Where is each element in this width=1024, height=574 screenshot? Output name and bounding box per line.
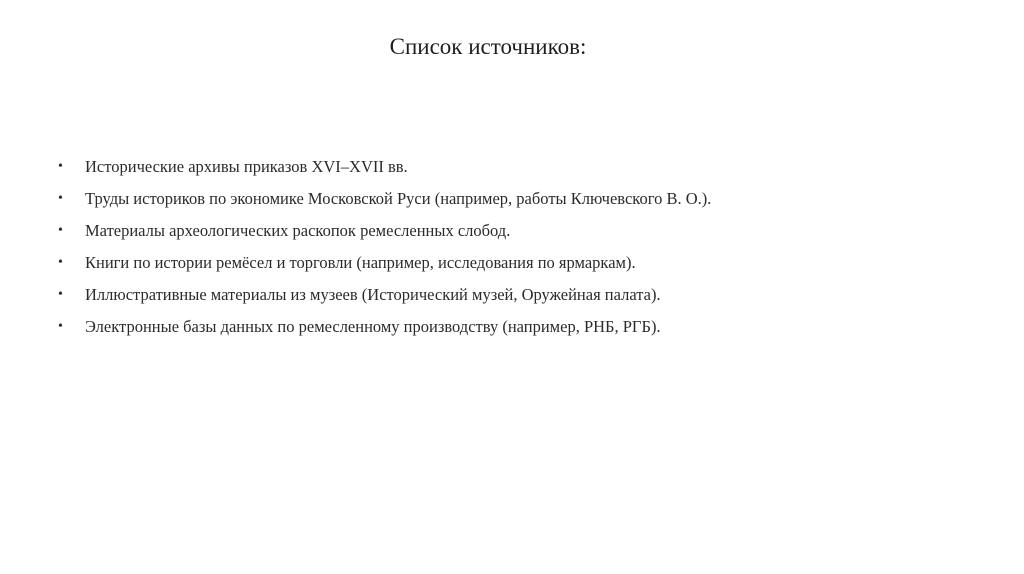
bullet-icon: • (58, 159, 63, 174)
slide-title: Список источников: (389, 34, 587, 59)
list-item-text: Электронные базы данных по ремесленному производству (например, РНБ, РГБ). (85, 317, 661, 336)
bullet-icon: • (58, 287, 63, 302)
list-item-text: Материалы археологических раскопок ремесленных слобод. (85, 221, 511, 240)
sources-list (58, 151, 978, 343)
list-item (58, 215, 978, 247)
list-item (58, 247, 978, 279)
list-item-text: Книги по истории ремёсел и торговли (например, исследования по ярмаркам). (85, 253, 636, 272)
bullet-icon: • (58, 319, 63, 334)
list-item-text: Труды историков по экономике Московской Руси (например, работы Ключевского В. О.). (85, 189, 712, 208)
bullet-icon: • (58, 255, 63, 270)
bullet-icon: • (58, 191, 63, 206)
list-item (58, 279, 978, 311)
list-item-text: Исторические архивы приказов XVI–XVII вв. (85, 157, 408, 176)
list-item (58, 183, 978, 215)
list-item (58, 311, 978, 343)
bullet-icon: • (58, 223, 63, 238)
list-item (58, 151, 978, 183)
list-item-text: Иллюстративные материалы из музеев (Исторический музей, Оружейная палата). (85, 285, 661, 304)
